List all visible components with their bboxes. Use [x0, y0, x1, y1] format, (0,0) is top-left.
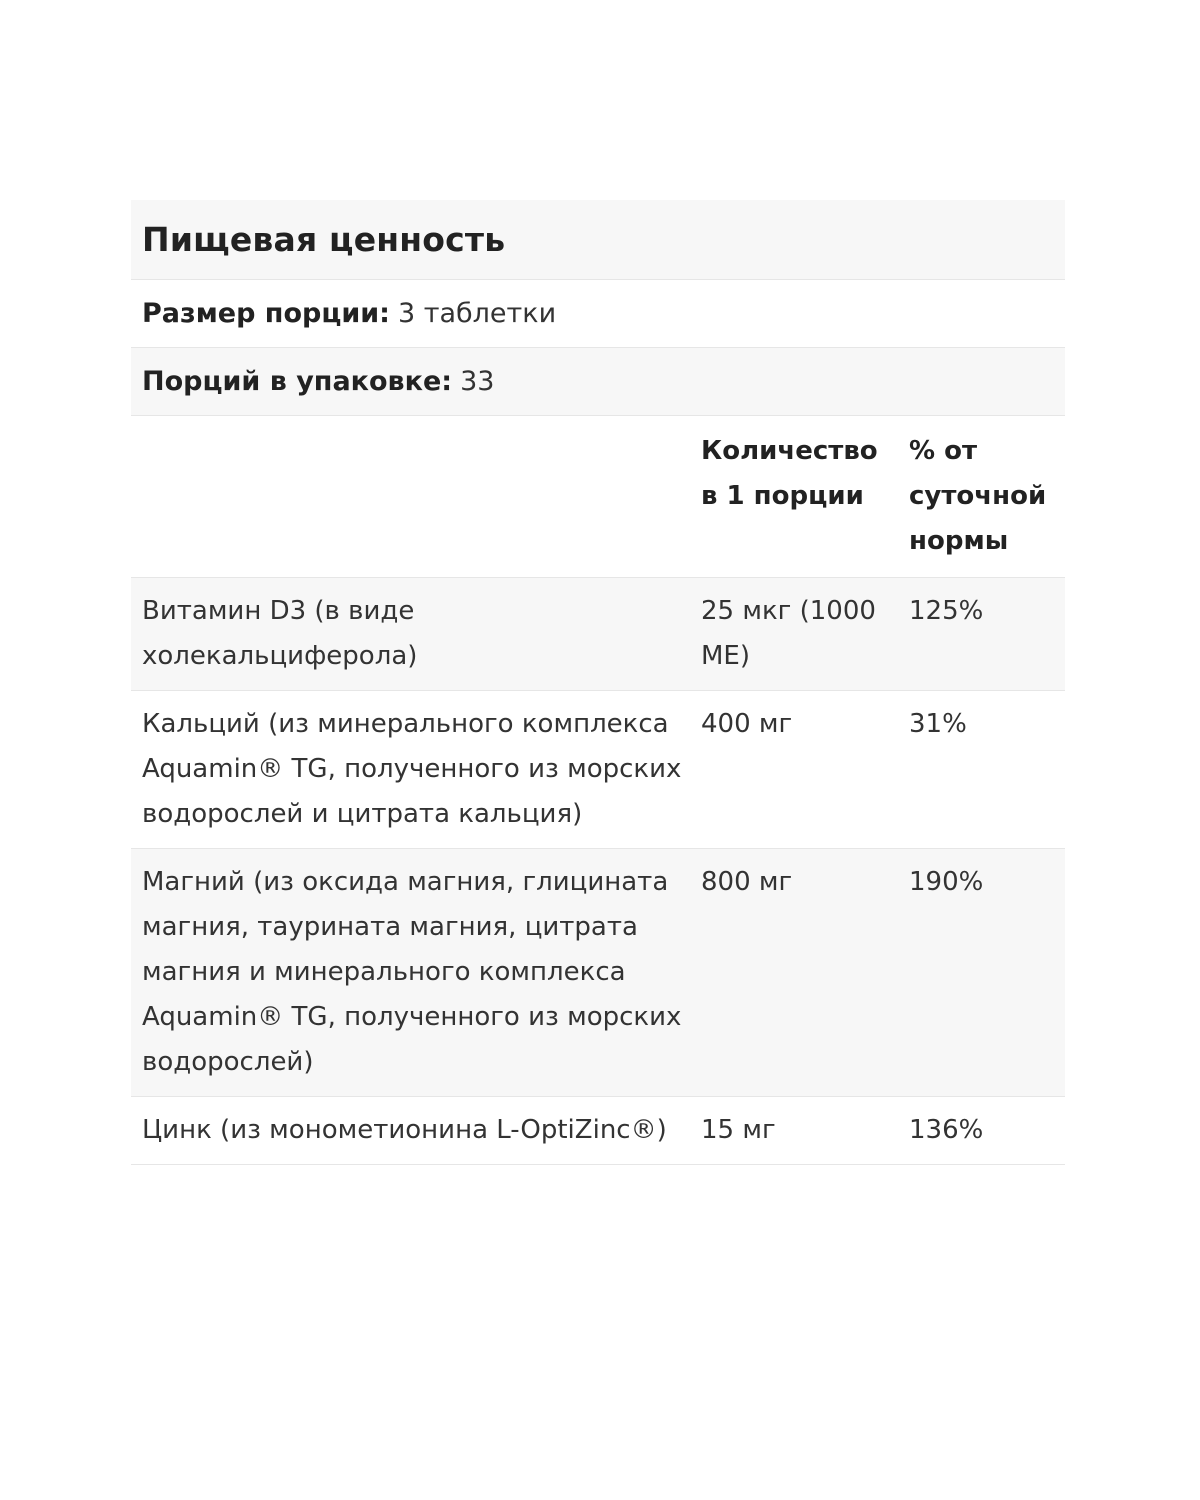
nutrient-daily-value: 31% — [909, 709, 967, 739]
serving-size-label: Размер порции: — [142, 298, 390, 329]
nutrient-amount: 800 мг — [701, 867, 793, 897]
header-daily-value-cell — [898, 429, 1065, 564]
nutrient-amount: 400 мг — [701, 709, 793, 739]
table-row — [131, 691, 1065, 849]
nutrient-amount: 15 мг — [701, 1115, 776, 1145]
nutrient-daily-value: 190% — [909, 867, 984, 897]
nutrient-amount: 25 мкг (1000 МЕ) — [701, 596, 876, 671]
table-row — [131, 1097, 1065, 1165]
table-row — [131, 578, 1065, 691]
table-row — [131, 849, 1065, 1097]
servings-per-container-row — [131, 348, 1065, 416]
nutrient-name: Цинк (из монометионина L-OptiZinc®) — [142, 1115, 667, 1145]
servings-per-container-value: 33 — [460, 366, 495, 397]
nutrition-facts-table — [131, 200, 1065, 1165]
nutrient-name: Витамин D3 (в виде холекальциферола) — [142, 596, 418, 671]
header-amount-cell — [690, 429, 898, 564]
nutrient-daily-value: 136% — [909, 1115, 984, 1145]
nutrient-daily-value: 125% — [909, 596, 984, 626]
header-daily-value-label: % от суточной нормы — [909, 436, 1047, 556]
header-nutrient-cell — [131, 429, 690, 564]
header-amount-label: Количество в 1 порции — [701, 436, 878, 511]
serving-size-value: 3 таблетки — [397, 298, 557, 329]
nutrient-name: Магний (из оксида магния, глицината магния, таурината магния, цитрата магния и минерального комплекса Aquamin® TG, полученного из морских водорослей) — [142, 867, 682, 1077]
servings-per-container-label: Порций в упаковке: — [142, 366, 453, 397]
serving-size-row — [131, 280, 1065, 348]
nutrient-name: Кальций (из минерального комплекса Aquamin® TG, полученного из морских водорослей и цитрата кальция) — [142, 709, 682, 829]
nutrition-title: Пищевая ценность — [131, 200, 1065, 280]
table-header-row — [131, 416, 1065, 578]
